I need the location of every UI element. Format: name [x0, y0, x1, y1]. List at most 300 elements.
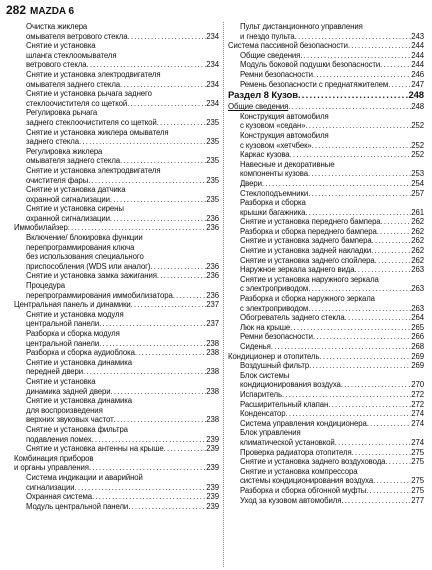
- dot-leader: [290, 150, 412, 160]
- dot-leader: [328, 400, 411, 410]
- toc-entry-title: Снятие и установка фильтра: [26, 424, 128, 434]
- dot-leader: [385, 457, 411, 467]
- toc-entry: [14, 377, 219, 387]
- section-heading: [228, 90, 424, 102]
- page-header: [6, 3, 74, 17]
- toc-entry-title: заднего стеклоочистителя со щеткой: [26, 117, 157, 127]
- toc-entry-title: Разборка и сборка наружного зеркала: [240, 294, 375, 304]
- toc-entry: [14, 444, 219, 454]
- toc-page-number: 269: [411, 351, 424, 361]
- toc-page-number: 236: [206, 271, 219, 281]
- toc-entry-title: Разборка и сборка: [240, 198, 306, 208]
- toc-entry: [14, 60, 219, 70]
- dot-leader: [88, 176, 206, 186]
- toc-entry-title: с кузовом «хетчбек»: [240, 140, 312, 150]
- toc-entry: [228, 51, 424, 61]
- toc-page-number: 274: [411, 409, 424, 419]
- toc-entry-title: Снятие и установка наружного зеркала: [240, 274, 379, 284]
- dot-leader: [308, 189, 411, 199]
- toc-entry: [14, 108, 219, 118]
- toc-page-number: 238: [206, 338, 219, 348]
- toc-page-number: 257: [411, 188, 424, 198]
- toc-entry: [14, 483, 219, 493]
- toc-page-number: 247: [411, 79, 424, 89]
- toc-entry-title: Система управления кондиционера: [240, 418, 367, 428]
- toc-entry-title: охранной сигнализации: [26, 194, 110, 204]
- toc-entry-title: омывателя ветрового стекла: [26, 31, 128, 41]
- toc-entry-title: Снятие и установка замка зажигания: [26, 271, 157, 281]
- toc-entry: [228, 304, 424, 314]
- toc-page-number: 262: [411, 246, 424, 256]
- toc-entry: [228, 102, 424, 112]
- toc-entry: [14, 329, 219, 339]
- toc-page-number: 236: [206, 261, 219, 271]
- toc-entry-title: с электроприводом: [240, 284, 309, 294]
- toc-entry: [228, 70, 424, 80]
- toc-entry-title: центральной панели: [26, 319, 100, 329]
- toc-entry: [228, 342, 424, 352]
- toc-entry-title: ветрового стекла: [26, 60, 87, 70]
- toc-entry-title: Блок управления: [240, 428, 301, 438]
- dot-leader: [298, 90, 409, 102]
- toc-entry-title: Раздел 8 Кузов: [228, 90, 298, 102]
- toc-entry: [228, 361, 424, 371]
- toc-entry-title: центральной панели: [26, 338, 100, 348]
- dot-leader: [295, 32, 412, 42]
- dot-leader: [371, 246, 411, 256]
- dot-leader: [68, 223, 207, 233]
- dot-leader: [319, 352, 411, 362]
- toc-entry: [228, 371, 424, 381]
- dot-leader: [312, 141, 412, 151]
- toc-entry-title: Навесные и декоративные: [240, 159, 335, 169]
- toc-entry: [14, 319, 219, 329]
- toc-entry: [228, 41, 424, 51]
- dot-leader: [373, 476, 411, 486]
- toc-entry: [14, 195, 219, 205]
- toc-entry: [228, 141, 424, 151]
- dot-leader: [286, 409, 412, 419]
- toc-entry-title: Разборка и сборка аудиоблока: [26, 348, 135, 358]
- toc-entry: [14, 22, 219, 32]
- toc-entry: [228, 390, 424, 400]
- toc-entry: [228, 332, 424, 342]
- toc-entry: [228, 121, 424, 131]
- toc-page-number: 235: [206, 156, 219, 166]
- toc-page-number: 268: [411, 342, 424, 351]
- toc-entry: [228, 409, 424, 419]
- toc-entry: [14, 176, 219, 186]
- toc-entry-title: системы кондиционирования воздуха: [240, 476, 374, 486]
- toc-entry-title: Проверка радиатора отопителя: [240, 447, 352, 457]
- toc-entry: [14, 214, 219, 224]
- dot-leader: [110, 195, 206, 205]
- toc-entry-title: Снятие и установка рычага заднего: [26, 89, 152, 99]
- toc-entry-title: Снятие и установка заднего бампера: [240, 236, 372, 246]
- toc-page-number: 238: [206, 415, 219, 425]
- toc-entry: [228, 419, 424, 429]
- toc-entry: [228, 428, 424, 438]
- toc-entry: [228, 179, 424, 189]
- toc-entry-title: и органы управления: [14, 463, 89, 473]
- toc-entry: [14, 463, 219, 473]
- toc-page-number: 252: [411, 140, 424, 150]
- toc-entry: [14, 80, 219, 90]
- toc-page-number: 235: [206, 137, 219, 147]
- toc-entry: [14, 204, 219, 214]
- toc-page-number: 236: [206, 290, 219, 300]
- toc-page-number: 239: [206, 492, 219, 502]
- toc-entry: [228, 448, 424, 458]
- toc-entry-title: перепрограммирования иммобилизатора: [26, 290, 173, 300]
- toc-entry-title: Пульт дистанционного управления: [240, 22, 363, 31]
- toc-entry: [228, 496, 424, 506]
- toc-entry-title: климатической установкой: [240, 437, 335, 447]
- dot-leader: [92, 492, 206, 502]
- toc-entry: [14, 310, 219, 320]
- dot-leader: [135, 348, 206, 358]
- toc-page-number: 253: [411, 169, 424, 179]
- dot-leader: [83, 367, 206, 377]
- toc-page-number: 236: [206, 213, 219, 223]
- toc-entry-title: для воспроизведения: [26, 405, 103, 415]
- toc-entry: [14, 492, 219, 502]
- toc-entry: [14, 454, 219, 464]
- toc-entry: [14, 291, 219, 301]
- toc-entry: [14, 166, 219, 176]
- toc-entry-title: заднего стекла: [26, 137, 79, 147]
- dot-leader: [173, 291, 207, 301]
- toc-entry: [14, 147, 219, 157]
- toc-entry-title: с электроприводом: [240, 303, 309, 313]
- dot-leader: [99, 319, 206, 329]
- toc-entry-title: Снятие и установка заднего воздуховода: [240, 457, 386, 467]
- dot-leader: [375, 256, 412, 266]
- toc-entry: [228, 438, 424, 448]
- toc-entry: [228, 169, 424, 179]
- toc-entry-title: компоненты кузова: [240, 169, 308, 179]
- toc-entry-title: Каркас кузова: [240, 150, 290, 160]
- dot-leader: [345, 313, 412, 323]
- toc-entry-title: Иммобилайзер: [14, 223, 68, 233]
- toc-entry: [228, 160, 424, 170]
- toc-entry-title: Люк на крыше: [240, 322, 291, 332]
- dot-leader: [352, 448, 412, 458]
- toc-page-number: 254: [411, 178, 424, 188]
- dot-leader: [341, 496, 411, 506]
- toc-entry-title: Разборка и сборка обгонной муфты: [240, 485, 367, 495]
- dot-leader: [367, 419, 412, 429]
- dot-leader: [366, 486, 411, 496]
- toc-entry: [14, 99, 219, 109]
- toc-entry-title: Конструкция автомобиля: [240, 111, 329, 121]
- toc-entry: [14, 271, 219, 281]
- toc-page-number: 239: [206, 501, 219, 511]
- toc-entry-title: Очистка жиклера: [26, 22, 88, 31]
- toc-right-column: [228, 22, 424, 505]
- toc-entry: [228, 198, 424, 208]
- toc-entry-title: Расширительный клапан: [240, 399, 329, 409]
- toc-entry: [14, 435, 219, 445]
- toc-entry-title: Снятие и установка модуля: [26, 309, 124, 319]
- toc-entry: [14, 415, 219, 425]
- toc-entry: [228, 22, 424, 32]
- toc-entry: [228, 60, 424, 70]
- toc-entry-title: Ремни безопасности: [240, 69, 313, 79]
- toc-entry-title: Охранная система: [26, 492, 92, 502]
- toc-page-number: 274: [411, 418, 424, 428]
- toc-entry: [14, 89, 219, 99]
- toc-entry-title: кондиционирования воздуха: [240, 380, 341, 390]
- toc-entry-title: Ремень безопасности с преднатяжителем: [240, 79, 389, 89]
- toc-entry: [14, 51, 219, 61]
- dot-leader: [313, 70, 411, 80]
- toc-entry: [14, 185, 219, 195]
- toc-entry-title: Снятие и установка компрессора: [240, 466, 358, 476]
- toc-entry-title: Разборка и сборка модуля: [26, 329, 120, 338]
- dot-leader: [111, 387, 207, 397]
- toc-entry: [14, 300, 219, 310]
- toc-entry: [228, 217, 424, 227]
- toc-entry-title: Сиденья: [240, 342, 271, 351]
- dot-leader: [131, 300, 207, 310]
- toc-entry: [228, 380, 424, 390]
- toc-entry-title: Снятие и установка электродвигателя: [26, 165, 161, 175]
- page-number: 282: [6, 3, 27, 17]
- toc-entry: [14, 348, 219, 358]
- toc-page-number: 238: [206, 367, 219, 377]
- dot-leader: [377, 227, 412, 237]
- toc-page-number: 234: [206, 79, 219, 89]
- toc-entry: [14, 425, 219, 435]
- toc-page-number: 248: [408, 90, 424, 102]
- toc-entry: [14, 243, 219, 253]
- dot-leader: [335, 438, 412, 448]
- dot-leader: [99, 339, 206, 349]
- toc-entry: [228, 400, 424, 410]
- dot-leader: [89, 463, 206, 473]
- toc-page-number: 244: [411, 60, 424, 70]
- toc-page-number: 270: [411, 380, 424, 390]
- dot-leader: [120, 156, 206, 166]
- column-divider: [223, 22, 225, 567]
- toc-page-number: 243: [411, 31, 424, 41]
- toc-entry-title: Кондиционер и отопитель: [228, 351, 320, 361]
- dot-leader: [127, 32, 206, 42]
- toc-page-number: 272: [411, 399, 424, 409]
- toc-entry-title: Снятие и установка заднего спойлера: [240, 255, 375, 265]
- toc-page-number: 235: [206, 194, 219, 204]
- toc-entry-title: Ремни безопасности: [240, 332, 313, 342]
- toc-entry-title: Воздушный фильтр: [240, 361, 310, 371]
- toc-entry-title: Регулировка рычага: [26, 108, 98, 118]
- toc-page-number: 252: [411, 121, 424, 131]
- toc-page-number: 263: [411, 284, 424, 294]
- toc-entry-title: приспособления (WDS или аналог): [26, 261, 151, 271]
- toc-entry: [228, 208, 424, 218]
- toc-entry-title: динамика задней двери: [26, 386, 111, 396]
- toc-entry-title: охранной сигнализации: [26, 213, 110, 223]
- dot-leader: [308, 169, 411, 179]
- toc-entry-title: Снятие и установка динамика: [26, 396, 132, 406]
- toc-entry: [228, 352, 424, 362]
- toc-entry-title: Снятие и установка жиклера омывателя: [26, 127, 169, 137]
- toc-entry: [14, 339, 219, 349]
- toc-page-number: 237: [206, 319, 219, 329]
- toc-entry-title: перепрограммирования ключа: [26, 242, 135, 252]
- dot-leader: [381, 217, 412, 227]
- toc-entry-title: омывателя заднего стекла: [26, 79, 120, 89]
- toc-entry-title: Включение/ блокировка функции: [26, 233, 143, 243]
- toc-page-number: 235: [206, 175, 219, 185]
- dot-leader: [388, 80, 411, 90]
- toc-entry-title: Комбинация приборов: [14, 453, 94, 463]
- toc-entry: [14, 137, 219, 147]
- toc-entry: [14, 358, 219, 368]
- toc-page-number: 246: [411, 69, 424, 79]
- toc-entry: [14, 367, 219, 377]
- toc-entry: [228, 227, 424, 237]
- toc-entry-title: Снятие и установка: [26, 41, 96, 51]
- toc-entry-title: Модуль боковой подушки безопасности: [240, 60, 381, 70]
- dot-leader: [300, 51, 411, 61]
- toc-page-number: 264: [411, 313, 424, 323]
- toc-entry: [228, 131, 424, 141]
- toc-page-number: 238: [206, 386, 219, 396]
- toc-entry: [228, 246, 424, 256]
- toc-entry-title: без использования специального: [26, 252, 144, 262]
- toc-entry: [228, 189, 424, 199]
- toc-page-number: 234: [206, 31, 219, 41]
- toc-entry-title: Испаритель: [240, 389, 282, 399]
- toc-entry-title: Центральная панель и динамики: [14, 300, 131, 310]
- toc-page-number: 266: [411, 332, 424, 342]
- toc-entry-title: крышки багажника: [240, 207, 306, 217]
- toc-page-number: 234: [206, 60, 219, 70]
- toc-page-number: 239: [206, 444, 219, 454]
- running-title: MAZDA 6: [30, 6, 75, 17]
- toc-page-number: 265: [411, 322, 424, 332]
- toc-entry-title: Наружное зеркала заднего вида: [240, 265, 355, 275]
- toc-entry-title: верхних звуковых частот: [26, 415, 114, 425]
- toc-entry: [228, 323, 424, 333]
- dot-leader: [341, 380, 412, 390]
- toc-page-number: 235: [206, 117, 219, 127]
- toc-page-number: 275: [411, 485, 424, 495]
- toc-page-number: 248: [411, 102, 424, 112]
- dot-leader: [114, 415, 207, 425]
- toc-entry-title: Конденсатор: [240, 409, 286, 419]
- toc-entry: [228, 313, 424, 323]
- toc-entry: [228, 275, 424, 285]
- toc-entry-title: шланга стеклоомывателя: [26, 50, 117, 60]
- toc-entry-title: сигнализации: [26, 482, 75, 492]
- toc-entry: [228, 284, 424, 294]
- toc-entry: [228, 476, 424, 486]
- toc-page-number: 274: [411, 437, 424, 447]
- toc-entry-title: очистителя фары: [26, 175, 89, 185]
- toc-entry-title: Регулировка жиклера: [26, 146, 103, 156]
- toc-entry: [228, 236, 424, 246]
- toc-entry: [14, 396, 219, 406]
- toc-entry-title: Процедура: [26, 281, 65, 291]
- toc-entry: [14, 473, 219, 483]
- toc-entry: [14, 156, 219, 166]
- dot-leader: [92, 435, 207, 445]
- toc-entry-title: стеклоочистителя со щеткой: [26, 98, 128, 108]
- toc-page-number: 239: [206, 482, 219, 492]
- dot-leader: [79, 137, 206, 147]
- toc-entry: [14, 281, 219, 291]
- toc-entry-title: Стеклоподъемники: [240, 188, 309, 198]
- toc-entry: [14, 32, 219, 42]
- dot-leader: [157, 118, 207, 128]
- toc-entry-title: Модуль центральной панели: [26, 501, 129, 511]
- toc-page-number: 262: [411, 255, 424, 265]
- toc-page-number: 234: [206, 98, 219, 108]
- toc-entry-title: передней двери: [26, 367, 84, 377]
- toc-page-number: 275: [411, 457, 424, 467]
- toc-entry: [228, 256, 424, 266]
- dot-leader: [262, 179, 411, 189]
- dot-leader: [128, 502, 206, 512]
- dot-leader: [75, 483, 207, 493]
- toc-entry: [14, 223, 219, 233]
- dot-leader: [372, 236, 412, 246]
- toc-entry-title: Снятие и установка: [26, 376, 96, 386]
- toc-entry-title: Система пассивной безопасности: [228, 41, 348, 51]
- toc-page-number: 261: [411, 207, 424, 217]
- toc-entry: [228, 265, 424, 275]
- toc-entry-title: омывателя заднего стекла: [26, 156, 120, 166]
- dot-leader: [308, 284, 411, 294]
- dot-leader: [313, 332, 411, 342]
- dot-leader: [354, 265, 411, 275]
- dot-leader: [309, 361, 411, 371]
- toc-entry-title: с кузовом «седан»: [240, 121, 306, 131]
- toc-entry-title: Уход за кузовом автомобиля: [240, 495, 342, 505]
- dot-leader: [305, 121, 411, 131]
- toc-entry-title: Общие сведения: [240, 50, 301, 60]
- toc-page-number: 262: [411, 217, 424, 227]
- toc-page-number: 272: [411, 389, 424, 399]
- toc-entry: [14, 262, 219, 272]
- toc-entry-title: подавления помех: [26, 434, 92, 444]
- toc-page-number: 277: [411, 495, 424, 505]
- toc-entry: [228, 80, 424, 90]
- toc-page-number: 263: [411, 265, 424, 275]
- toc-page-number: 239: [206, 463, 219, 473]
- toc-entry-title: Блок системы: [240, 370, 290, 380]
- toc-page-number: 237: [206, 300, 219, 310]
- dot-leader: [86, 60, 206, 70]
- toc-page-number: 262: [411, 226, 424, 236]
- toc-entry-title: Снятие и установка задней накладки: [240, 246, 372, 256]
- dot-leader: [288, 102, 411, 112]
- dot-leader: [127, 99, 206, 109]
- dot-leader: [110, 214, 206, 224]
- toc-page-number: 252: [411, 150, 424, 160]
- dot-leader: [150, 262, 206, 272]
- dot-leader: [164, 444, 207, 454]
- dot-leader: [290, 323, 411, 333]
- toc-entry: [228, 32, 424, 42]
- toc-entry: [228, 486, 424, 496]
- dot-leader: [282, 390, 411, 400]
- toc-page-number: 239: [206, 434, 219, 444]
- toc-entry-title: Снятие и установка динамика: [26, 357, 132, 367]
- toc-entry-title: и гнездо пульта: [240, 31, 295, 41]
